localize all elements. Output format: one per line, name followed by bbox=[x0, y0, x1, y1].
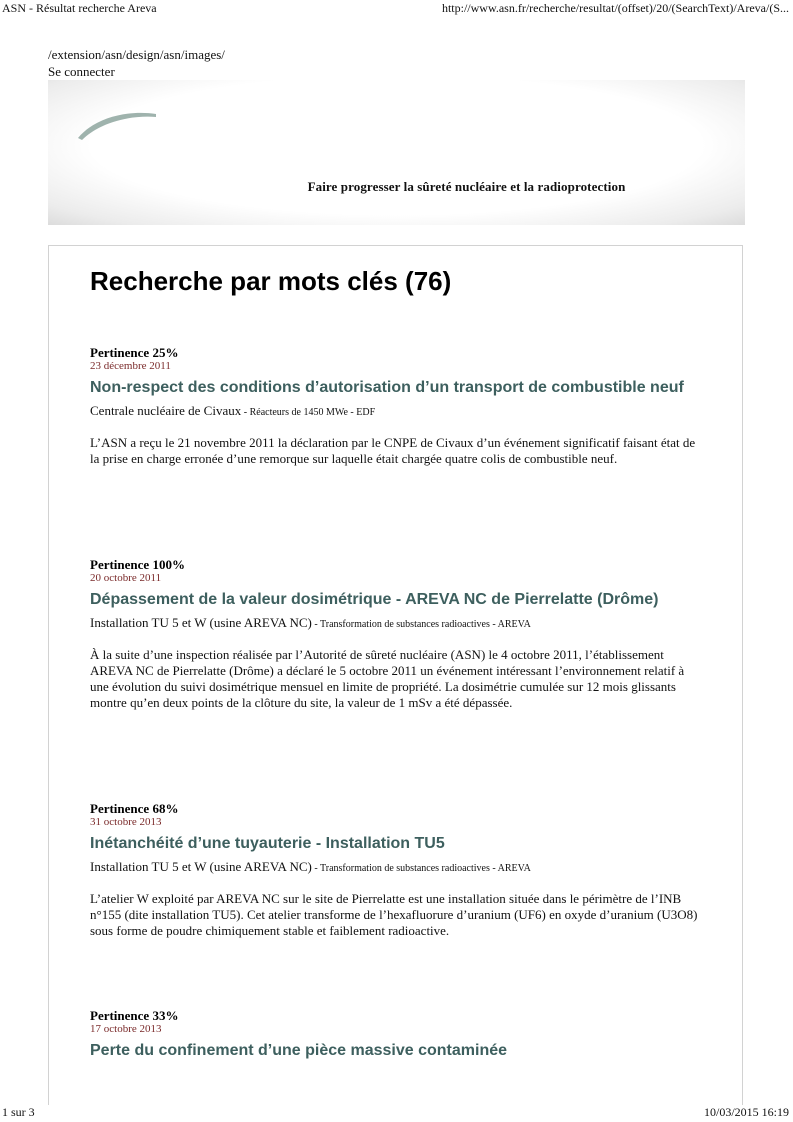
result-item bbox=[90, 1008, 702, 1061]
result-pertinence: Pertinence 25% bbox=[90, 345, 179, 360]
result-title-link[interactable]: Non-respect des conditions d’autorisation d’un transport de combustible neuf bbox=[90, 379, 684, 396]
result-item bbox=[90, 345, 702, 467]
login-link[interactable]: Se connecter bbox=[48, 64, 115, 79]
result-site bbox=[90, 615, 702, 633]
result-category: - Réacteurs de 1450 MWe - EDF bbox=[241, 407, 376, 418]
result-summary: L’ASN a reçu le 21 novembre 2011 la déclaration par le CNPE de Civaux d’un événement significatif faisant état de la prise en charge erronée d’une remorque sur laquelle était chargée quatre colis de combustible neuf. bbox=[90, 435, 696, 466]
asn-logo-arc-icon bbox=[76, 108, 166, 142]
result-category: - Transformation de substances radioactives - AREVA bbox=[311, 863, 531, 874]
result-category: - Transformation de substances radioactives - AREVA bbox=[311, 619, 531, 630]
result-date: 31 octobre 2013 bbox=[90, 816, 162, 828]
result-summary: L’atelier W exploité par AREVA NC sur le site de Pierrelatte est une installation située dans le périmètre de l’INB n°155 (dite installation TU5). Cet atelier transforme de l’hexafluorure d’uranium (UF6) en oxyde d’uranium (U3O8) sous forme de poudre chimiquement stable et faiblement radioactive. bbox=[90, 891, 698, 938]
result-site-name: Centrale nucléaire de Civaux bbox=[90, 403, 242, 418]
result-item bbox=[90, 801, 702, 939]
result-date: 23 décembre 2011 bbox=[90, 360, 171, 372]
page-url: http://www.asn.fr/recherche/resultat/(offset)/20/(SearchText)/Areva/(S... bbox=[441, 1, 789, 15]
print-footer bbox=[0, 1104, 793, 1120]
result-item bbox=[90, 557, 702, 711]
site-tagline: Faire progresser la sûreté nucléaire et la radioprotection bbox=[307, 179, 626, 194]
result-pertinence: Pertinence 100% bbox=[90, 557, 185, 572]
result-site-name: Installation TU 5 et W (usine AREVA NC) bbox=[90, 615, 312, 630]
result-pertinence: Pertinence 68% bbox=[90, 801, 179, 816]
print-timestamp: 10/03/2015 16:19 bbox=[703, 1105, 789, 1119]
result-site bbox=[90, 859, 702, 877]
broken-image-path: /extension/asn/design/asn/images/ bbox=[48, 47, 225, 62]
window-title: ASN - Résultat recherche Areva bbox=[2, 1, 157, 15]
print-header bbox=[0, 0, 793, 16]
result-title-link[interactable]: Perte du confinement d’une pièce massive contaminée bbox=[90, 1042, 508, 1059]
result-pertinence: Pertinence 33% bbox=[90, 1008, 179, 1023]
result-site-name: Installation TU 5 et W (usine AREVA NC) bbox=[90, 859, 312, 874]
result-summary: À la suite d’une inspection réalisée par l’Autorité de sûreté nucléaire (ASN) le 4 octobre 2011, l’établissement AREVA NC de Pierrelatte (Drôme) a déclaré le 5 octobre 2011 un événement intéressant l’environnement relatif à une évolution du suivi dosimétrique mensuel en limite de propriété. La dosimétrie cumulée sur 12 mois glissants montre qu’en deux points de la clôture du site, la valeur de 1 mSv a été dépassée. bbox=[90, 647, 685, 710]
page-count: 1 sur 3 bbox=[2, 1105, 35, 1119]
result-title-link[interactable]: Dépassement de la valeur dosimétrique - AREVA NC de Pierrelatte (Drôme) bbox=[90, 591, 659, 608]
search-results-panel bbox=[48, 245, 743, 1105]
result-date: 20 octobre 2011 bbox=[90, 572, 162, 584]
result-date: 17 octobre 2013 bbox=[90, 1023, 162, 1035]
site-banner bbox=[48, 80, 745, 225]
page-title: Recherche par mots clés (76) bbox=[90, 266, 452, 296]
result-site bbox=[90, 403, 702, 421]
result-title-link[interactable]: Inétanchéité d’une tuyauterie - Installation TU5 bbox=[90, 835, 445, 852]
